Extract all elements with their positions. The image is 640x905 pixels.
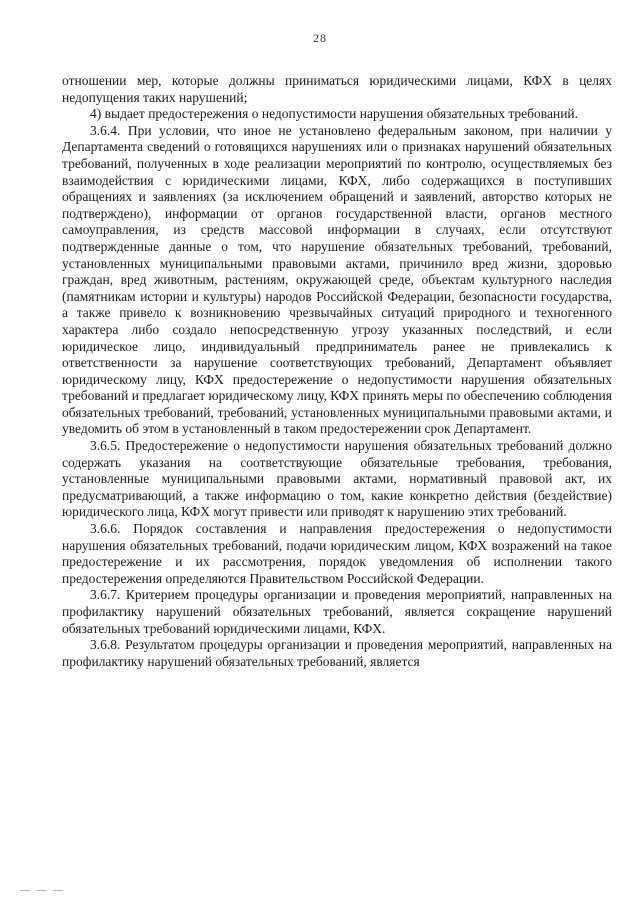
- paragraph-3-6-7: 3.6.7. Критерием процедуры организации и проведения мероприятий, направленных на профилактику нарушений обязательных требований, является сокращение нарушений обязательных требований юридическими лицами, КФХ.: [62, 587, 612, 636]
- paragraph-3-6-8: 3.6.8. Результатом процедуры организации и проведения мероприятий, направленных на профилактику нарушений обязательных требований, является: [62, 637, 612, 669]
- page-number: 28: [313, 31, 327, 45]
- document-body: [62, 73, 612, 670]
- paragraph-3-6-4: 3.6.4. При условии, что иное не установлено федеральным законом, при наличии у Департамента сведений о готовящихся нарушениях или о признаках нарушений обязательных требований, полученных в ходе реализации мероприятий по контролю, осуществляемых без взаимодействия с юридическими лицами, КФХ, либо содержащихся в поступивших обращениях и заявлениях (за исключением обращений и заявлений, авторство которых не подтверждено), информации от органов государственной власти, органов местного самоуправления, из средств массовой информации в случаях, если отсутствуют подтвержденные данные о том, что нарушение обязательных требований, требований, установленных муниципальными правовыми актами, причинило вред жизни, здоровью граждан, вред животным, растениям, окружающей среде, объектам культурного наследия (памятникам истории и культуры) народов Российской Федерации, безопасности государства, а также привело к возникновению чрезвычайных ситуаций природного и техногенного характера либо создало непосредственную угрозу указанных последствий, и если юридическое лицо, индивидуальный предприниматель ранее не привлекались к ответственности за нарушение соответствующих требований, Департамент объявляет юридическому лицу, КФХ предостережение о недопустимости нарушения обязательных требований и предлагает юридическому лицу, КФХ принять меры по обеспечению соблюдения обязательных требований, требований, установленных муниципальными правовыми актами, и уведомить об этом в установленный в таком предостережении срок Департамент.: [62, 122, 612, 437]
- paragraph-3-6-5: 3.6.5. Предостережение о недопустимости нарушения обязательных требований должно содержать указания на соответствующие обязательные требования, требования, установленные муниципальными правовыми актами, нормативный правовой акт, их предусматривающий, а также информацию о том, какие конкретно действия (бездействие) юридического лица, КФХ могут привести или приводят к нарушению этих требований.: [62, 438, 612, 520]
- scan-artifact-marks: — — —: [20, 885, 65, 896]
- paragraph-continuation: отношении мер, которые должны приниматься юридическими лицами, КФХ в целях недопущения таких нарушений;: [62, 73, 612, 105]
- paragraph-3-6-6: 3.6.6. Порядок составления и направления предостережения о недопустимости нарушения обязательных требований, подачи юридическим лицом, КФХ возражений на такое предостережение и их рассмотрения, порядок уведомления об исполнении такого предостережения определяются Правительством Российской Федерации.: [62, 521, 612, 586]
- paragraph-item-4: 4) выдает предостережения о недопустимости нарушения обязательных требований.: [90, 106, 579, 122]
